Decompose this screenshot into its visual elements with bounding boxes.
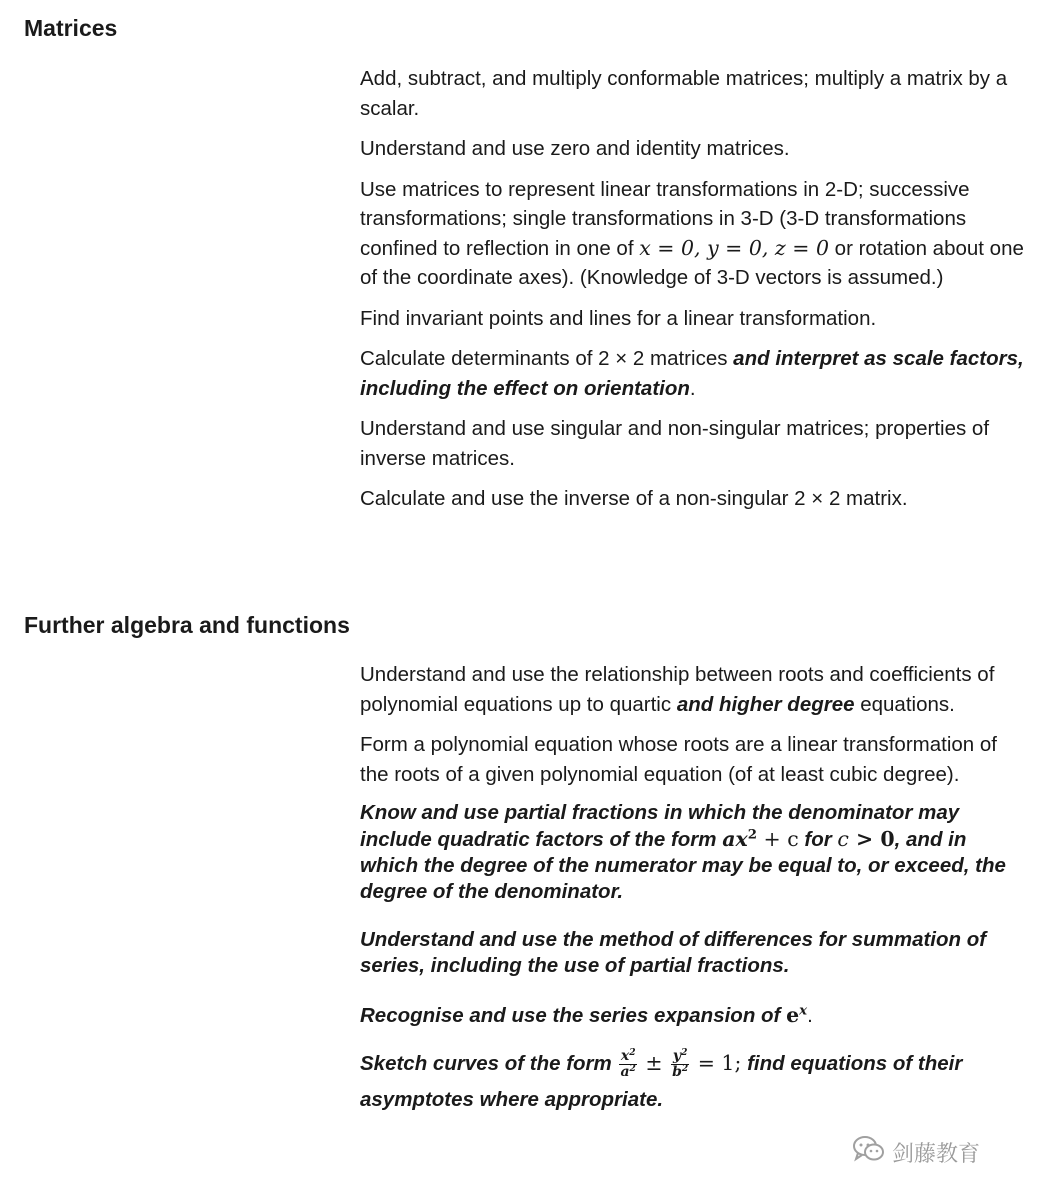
emphasis-text: and higher degree xyxy=(676,692,855,716)
list-item xyxy=(360,1045,1028,1118)
math-expression: e xyxy=(786,1003,800,1027)
list-item xyxy=(360,800,1028,905)
item-text: Use matrices to represent linear transformations in 2-D; successive transformations; single transformations in 3-D (3-D transformations confined to reflection in one of xyxy=(360,177,970,260)
list-item: Calculate and use the inverse of a non-singular 2 × 2 matrix. xyxy=(360,487,908,510)
item-text: Calculate determinants of 2 × 2 matrices xyxy=(360,347,734,370)
matrices-list xyxy=(360,64,1028,525)
item-text: . xyxy=(689,376,696,400)
math-superscript: 2 xyxy=(747,826,757,843)
math-expression: = 1; xyxy=(691,1050,742,1075)
item-text: Understand and use the relationship between roots and coefficients of polynomial equations up to quartic xyxy=(360,663,995,716)
item-text: or rotation about one of the coordinate axes). (Knowledge of 3-D vectors is assumed.) xyxy=(360,236,1024,289)
watermark xyxy=(852,1132,980,1172)
math-operator: ± xyxy=(638,1050,670,1075)
section-heading-further-algebra: Further algebra and functions xyxy=(24,612,350,638)
list-item: Understand and use the method of differences for summation of series, including the use of partial fractions. xyxy=(360,928,987,977)
math-expression: > 0 xyxy=(848,827,895,851)
item-text: find equations of their asymptotes where appropriate. xyxy=(360,1051,963,1111)
list-item xyxy=(360,344,1028,403)
fraction: $\frac{y^2}{b^2}$ xyxy=(672,1046,689,1080)
list-item: Add, subtract, and multiply conformable matrices; multiply a matrix by a scalar. xyxy=(360,67,1008,120)
math-expression: c xyxy=(837,827,849,851)
math-expression: ax xyxy=(722,827,748,851)
item-text: equations. xyxy=(854,692,955,716)
list-item: Form a polynomial equation whose roots are a linear transformation of the roots of a given polynomial equation (of at least cubic degree). xyxy=(360,733,997,786)
list-item: Understand and use zero and identity matrices. xyxy=(360,137,790,160)
list-item: Find invariant points and lines for a linear transformation. xyxy=(360,306,877,330)
item-text: . xyxy=(807,1004,813,1027)
math-expression: + c xyxy=(757,827,799,851)
wechat-icon xyxy=(852,1134,886,1170)
item-text: Recognise and use the series expansion of xyxy=(360,1004,787,1027)
list-item xyxy=(360,175,1028,293)
item-text: , and in which the degree of the numerator may be equal to, or exceed, the degree of the denominator. xyxy=(360,828,1006,903)
math-superscript: x xyxy=(799,1002,808,1019)
watermark-text: 剑藤教育 xyxy=(892,1141,981,1167)
emphasis-text: and interpret as scale factors, including the effect on orientation xyxy=(360,347,1024,400)
list-item xyxy=(360,1001,1028,1031)
item-text: Know and use partial fractions in which the denominator may include quadratic factors of the form xyxy=(360,801,960,851)
section-heading-matrices: Matrices xyxy=(24,15,118,41)
math-expression: x = 0, y = 0, z = 0 xyxy=(639,235,829,260)
list-item xyxy=(360,660,1028,719)
fraction: $\frac{x^2}{a^2}$ xyxy=(620,1046,636,1080)
further-algebra-list xyxy=(360,660,1028,1129)
list-item: Understand and use singular and non-singular matrices; properties of inverse matrices. xyxy=(360,417,990,470)
item-text: Sketch curves of the form xyxy=(360,1051,618,1075)
item-text: for xyxy=(798,828,838,851)
